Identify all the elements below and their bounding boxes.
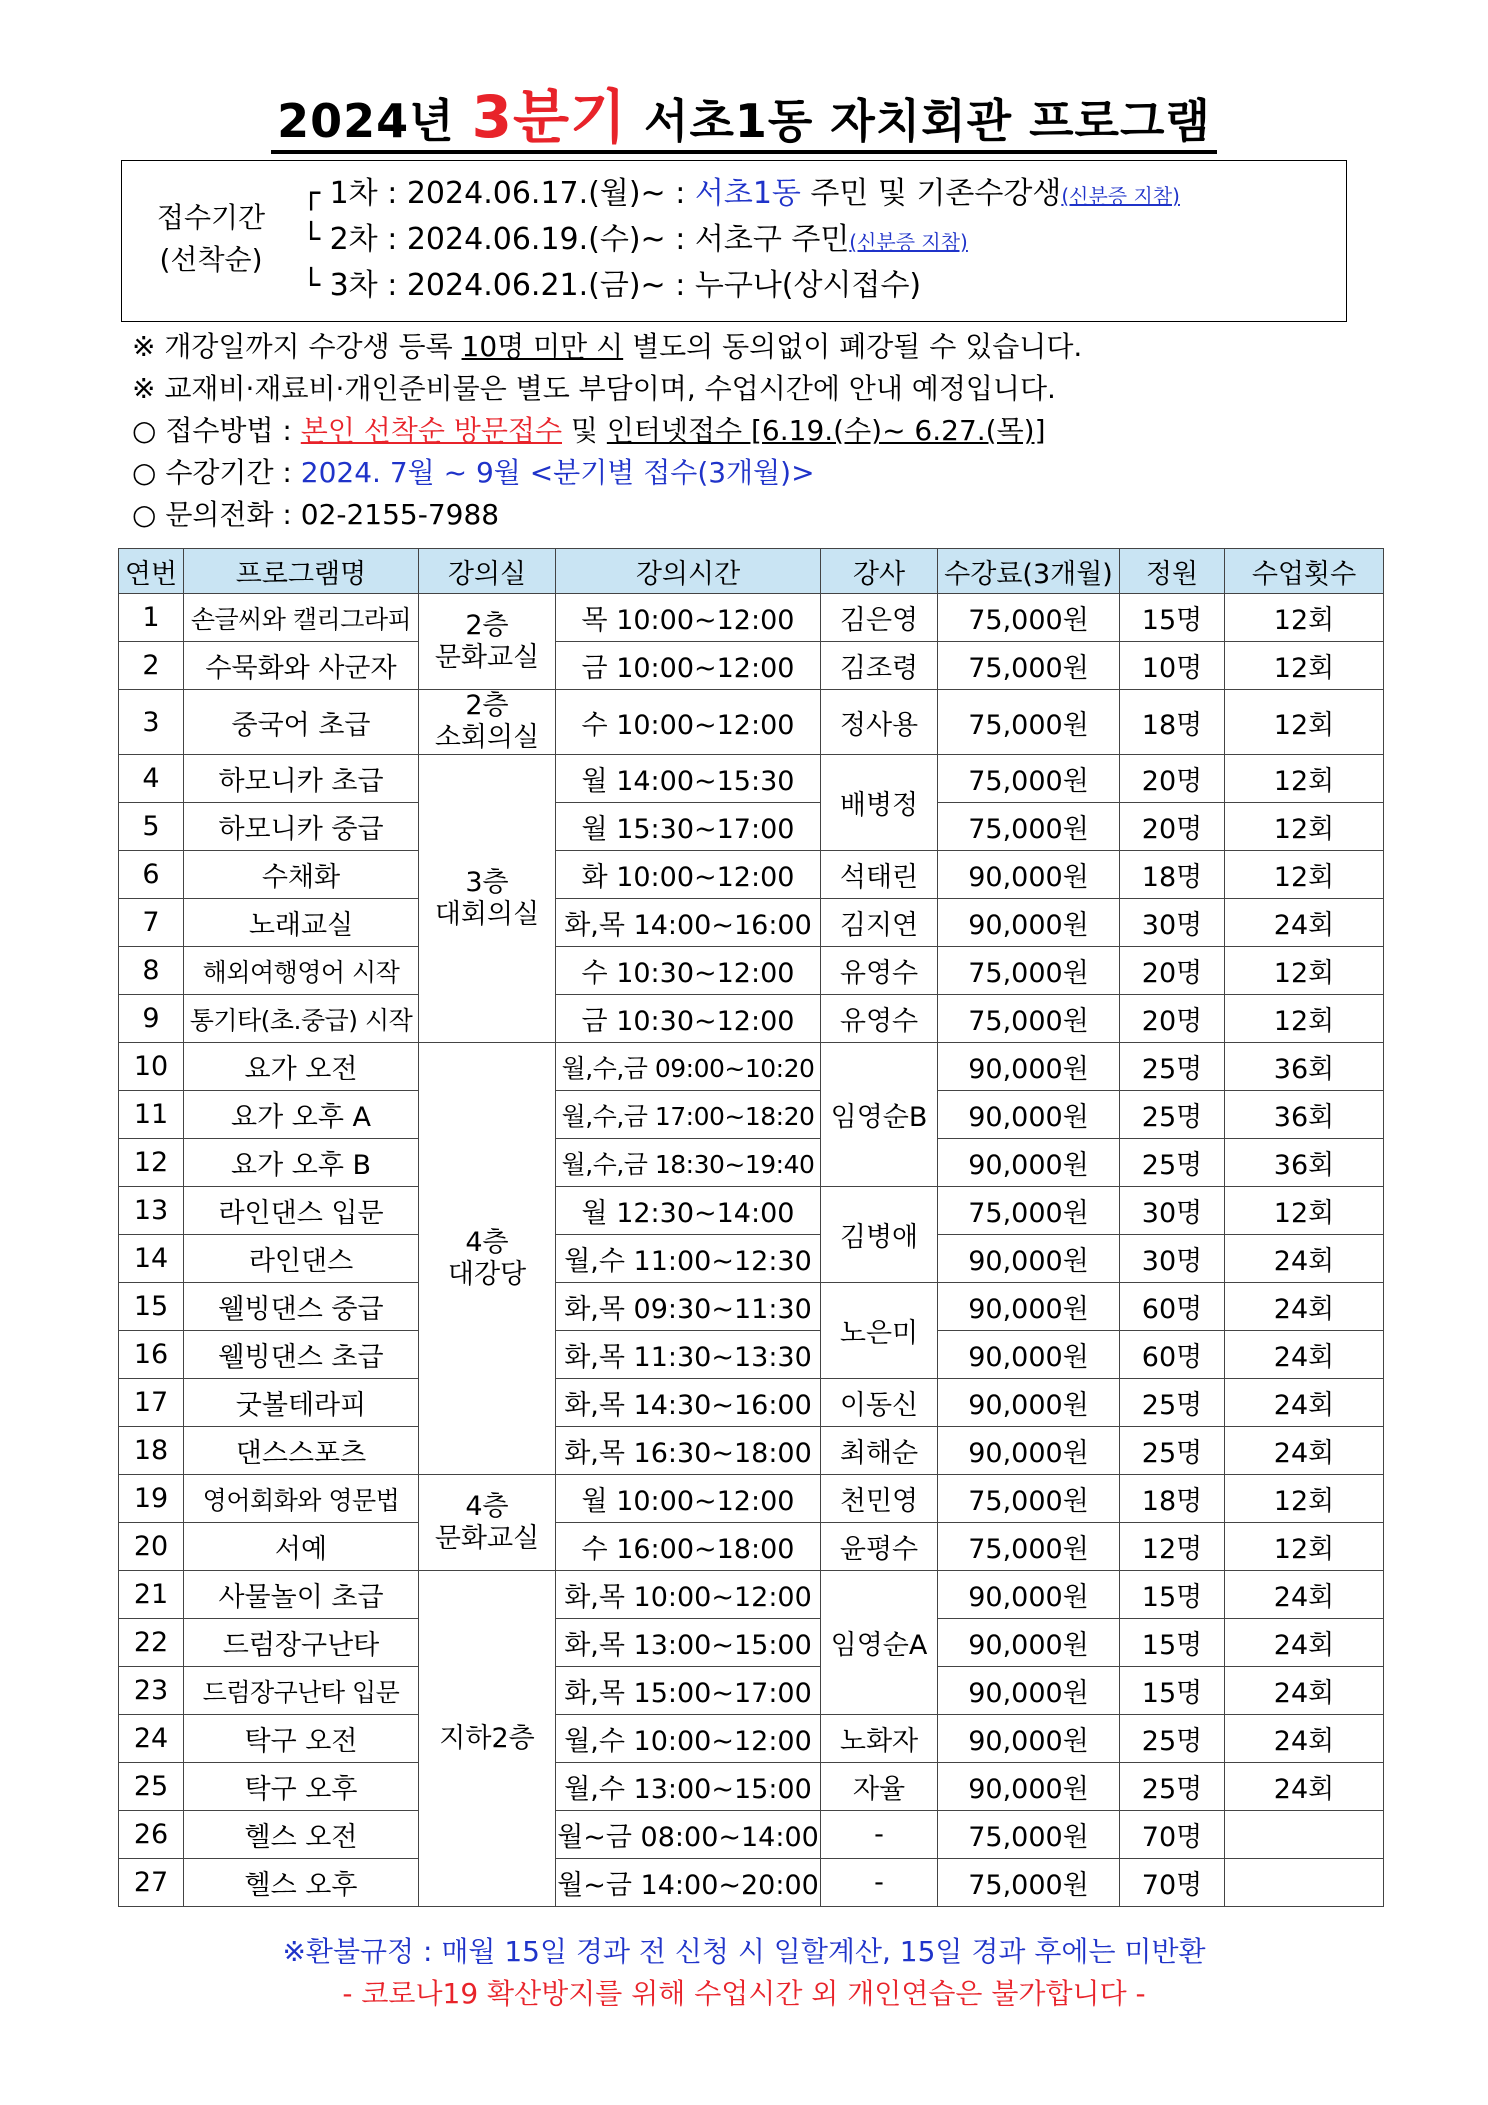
program-name: 통기타(초.중급) 시작 <box>184 995 419 1043</box>
session-count: 36회 <box>1225 1043 1384 1091</box>
class-time: 금 10:00~12:00 <box>556 642 821 690</box>
tuition-fee: 75,000원 <box>938 1859 1120 1907</box>
capacity: 70명 <box>1120 1811 1225 1859</box>
classroom <box>419 690 556 755</box>
capacity: 25명 <box>1120 1379 1225 1427</box>
instructor: 노은미 <box>821 1283 938 1379</box>
table-row <box>119 1619 1384 1667</box>
row-number: 12 <box>119 1139 184 1187</box>
title-rest: 서초1동 자치회관 프로그램 <box>644 94 1211 148</box>
classroom <box>419 1043 556 1475</box>
row-number: 5 <box>119 803 184 851</box>
class-time: 월,수,금 09:00~10:20 <box>556 1043 821 1091</box>
classroom-name: 대강당 <box>447 1258 527 1290</box>
classroom <box>419 1571 556 1907</box>
instructor: 임영순B <box>821 1043 938 1187</box>
notice-list <box>132 326 1082 536</box>
column-header-8: 수업횟수 <box>1225 549 1384 594</box>
capacity: 18명 <box>1120 690 1225 755</box>
registration-round-2 <box>302 217 1180 263</box>
capacity: 30명 <box>1120 1187 1225 1235</box>
class-time: 화 10:00~12:00 <box>556 851 821 899</box>
capacity: 25명 <box>1120 1043 1225 1091</box>
table-row <box>119 1715 1384 1763</box>
notice-period: ○ 수강기간 : 2024. 7월 ~ 9월 <분기별 접수(3개월)> <box>132 456 815 489</box>
class-time: 화,목 13:00~15:00 <box>556 1619 821 1667</box>
session-count: 12회 <box>1225 1523 1384 1571</box>
instructor: - <box>821 1811 938 1859</box>
program-name: 댄스스포츠 <box>184 1427 419 1475</box>
column-header-2: 프로그램명 <box>184 549 419 594</box>
round-date: └ 2차 : 2024.06.19.(수)~ : <box>302 222 695 257</box>
round-text: 서초구 주민 <box>694 222 850 257</box>
classroom-name: 대회의실 <box>434 898 540 930</box>
capacity: 70명 <box>1120 1859 1225 1907</box>
class-time: 월~금 08:00~14:00 <box>556 1811 821 1859</box>
tuition-fee: 75,000원 <box>938 1523 1120 1571</box>
page-title <box>0 70 1488 154</box>
class-time: 수 16:00~18:00 <box>556 1523 821 1571</box>
tuition-fee: 90,000원 <box>938 1379 1120 1427</box>
registration-label <box>136 197 286 281</box>
table-body <box>119 594 1384 1907</box>
class-time: 화,목 16:30~18:00 <box>556 1427 821 1475</box>
round-note: (신분증 지참) <box>1061 184 1180 208</box>
table-row <box>119 1667 1384 1715</box>
classroom-floor: 지하2층 <box>439 1722 535 1754</box>
tuition-fee: 90,000원 <box>938 1043 1120 1091</box>
session-count: 24회 <box>1225 1283 1384 1331</box>
capacity: 25명 <box>1120 1763 1225 1811</box>
tuition-fee: 75,000원 <box>938 690 1120 755</box>
table-row <box>119 995 1384 1043</box>
round-target: 서초1동 <box>694 176 801 211</box>
tuition-fee: 75,000원 <box>938 803 1120 851</box>
session-count: 24회 <box>1225 1619 1384 1667</box>
classroom-floor: 4층 <box>465 1490 509 1522</box>
table-row <box>119 1523 1384 1571</box>
table-row <box>119 1811 1384 1859</box>
classroom-floor: 4층 <box>465 1226 509 1258</box>
row-number: 1 <box>119 594 184 642</box>
program-table <box>118 548 1384 1907</box>
class-time: 수 10:00~12:00 <box>556 690 821 755</box>
program-name: 손글씨와 캘리그라피 <box>184 594 419 642</box>
classroom <box>419 594 556 690</box>
class-time: 화,목 15:00~17:00 <box>556 1667 821 1715</box>
row-number: 7 <box>119 899 184 947</box>
session-count: 12회 <box>1225 947 1384 995</box>
class-time: 월 10:00~12:00 <box>556 1475 821 1523</box>
tuition-fee: 90,000원 <box>938 851 1120 899</box>
instructor: 김조령 <box>821 642 938 690</box>
program-name: 수채화 <box>184 851 419 899</box>
tuition-fee: 90,000원 <box>938 1331 1120 1379</box>
table-row <box>119 594 1384 642</box>
instructor: 윤평수 <box>821 1523 938 1571</box>
row-number: 14 <box>119 1235 184 1283</box>
capacity: 10명 <box>1120 642 1225 690</box>
table-row <box>119 1139 1384 1187</box>
row-number: 9 <box>119 995 184 1043</box>
class-time: 금 10:30~12:00 <box>556 995 821 1043</box>
session-count: 24회 <box>1225 1379 1384 1427</box>
session-count: 12회 <box>1225 851 1384 899</box>
row-number: 19 <box>119 1475 184 1523</box>
registration-rounds <box>302 171 1180 309</box>
program-name: 드럼장구난타 <box>184 1619 419 1667</box>
title-quarter: 3분기 <box>471 83 628 151</box>
classroom-floor: 2층 <box>465 609 509 641</box>
session-count <box>1225 1811 1384 1859</box>
capacity: 18명 <box>1120 851 1225 899</box>
class-time: 월,수 11:00~12:30 <box>556 1235 821 1283</box>
row-number: 10 <box>119 1043 184 1091</box>
title-year: 2024년 <box>277 94 455 148</box>
class-time: 월,수,금 17:00~18:20 <box>556 1091 821 1139</box>
classroom <box>419 1475 556 1571</box>
classroom <box>419 755 556 1043</box>
round-text: 누구나(상시접수) <box>694 268 922 303</box>
session-count: 12회 <box>1225 995 1384 1043</box>
class-time: 월 14:00~15:30 <box>556 755 821 803</box>
program-name: 해외여행영어 시작 <box>184 947 419 995</box>
tuition-fee: 90,000원 <box>938 1091 1120 1139</box>
program-name: 하모니카 초급 <box>184 755 419 803</box>
instructor: 자율 <box>821 1763 938 1811</box>
instructor: 배병정 <box>821 755 938 851</box>
session-count: 36회 <box>1225 1091 1384 1139</box>
capacity: 30명 <box>1120 1235 1225 1283</box>
class-time: 화,목 14:00~16:00 <box>556 899 821 947</box>
class-time: 월,수 13:00~15:00 <box>556 1763 821 1811</box>
refund-policy: ※환불규정 : 매월 15일 경과 전 신청 시 일할계산, 15일 경과 후에는 미반환 <box>282 1935 1206 1968</box>
program-name: 헬스 오후 <box>184 1859 419 1907</box>
column-header-4: 강의시간 <box>556 549 821 594</box>
instructor: - <box>821 1859 938 1907</box>
table-row <box>119 755 1384 803</box>
program-name: 사물놀이 초급 <box>184 1571 419 1619</box>
table-row <box>119 803 1384 851</box>
row-number: 21 <box>119 1571 184 1619</box>
capacity: 20명 <box>1120 995 1225 1043</box>
column-header-3: 강의실 <box>419 549 556 594</box>
program-name: 웰빙댄스 중급 <box>184 1283 419 1331</box>
tuition-fee: 90,000원 <box>938 899 1120 947</box>
class-time: 월,수,금 18:30~19:40 <box>556 1139 821 1187</box>
class-time: 수 10:30~12:00 <box>556 947 821 995</box>
capacity: 25명 <box>1120 1715 1225 1763</box>
column-header-1: 연번 <box>119 549 184 594</box>
instructor: 노화자 <box>821 1715 938 1763</box>
table-row <box>119 1331 1384 1379</box>
instructor: 유영수 <box>821 995 938 1043</box>
program-name: 요가 오후 A <box>184 1091 419 1139</box>
row-number: 6 <box>119 851 184 899</box>
column-header-5: 강사 <box>821 549 938 594</box>
table-row <box>119 642 1384 690</box>
session-count <box>1225 1859 1384 1907</box>
table-row <box>119 1763 1384 1811</box>
capacity: 30명 <box>1120 899 1225 947</box>
program-name: 탁구 오후 <box>184 1763 419 1811</box>
program-name: 서예 <box>184 1523 419 1571</box>
instructor: 김은영 <box>821 594 938 642</box>
instructor: 임영순A <box>821 1571 938 1715</box>
round-date: ┌ 1차 : 2024.06.17.(월)~ : <box>302 176 695 211</box>
tuition-fee: 75,000원 <box>938 594 1120 642</box>
session-count: 12회 <box>1225 594 1384 642</box>
program-name: 하모니카 중급 <box>184 803 419 851</box>
instructor: 김지연 <box>821 899 938 947</box>
tuition-fee: 75,000원 <box>938 1811 1120 1859</box>
registration-label-line1: 접수기간 <box>156 201 266 234</box>
session-count: 24회 <box>1225 1235 1384 1283</box>
session-count: 24회 <box>1225 1667 1384 1715</box>
program-name: 굿볼테라피 <box>184 1379 419 1427</box>
program-name: 드럼장구난타 입문 <box>184 1667 419 1715</box>
row-number: 18 <box>119 1427 184 1475</box>
row-number: 2 <box>119 642 184 690</box>
table-row <box>119 899 1384 947</box>
program-name: 수묵화와 사군자 <box>184 642 419 690</box>
row-number: 26 <box>119 1811 184 1859</box>
tuition-fee: 75,000원 <box>938 1187 1120 1235</box>
session-count: 12회 <box>1225 1475 1384 1523</box>
session-count: 24회 <box>1225 1763 1384 1811</box>
tuition-fee: 90,000원 <box>938 1667 1120 1715</box>
row-number: 4 <box>119 755 184 803</box>
tuition-fee: 90,000원 <box>938 1235 1120 1283</box>
table-row <box>119 947 1384 995</box>
tuition-fee: 90,000원 <box>938 1427 1120 1475</box>
row-number: 22 <box>119 1619 184 1667</box>
column-header-6: 수강료(3개월) <box>938 549 1120 594</box>
table-row <box>119 1283 1384 1331</box>
class-time: 월~금 14:00~20:00 <box>556 1859 821 1907</box>
class-time: 화,목 14:30~16:00 <box>556 1379 821 1427</box>
tuition-fee: 90,000원 <box>938 1283 1120 1331</box>
capacity: 15명 <box>1120 1619 1225 1667</box>
tuition-fee: 75,000원 <box>938 642 1120 690</box>
instructor: 최해순 <box>821 1427 938 1475</box>
row-number: 24 <box>119 1715 184 1763</box>
class-time: 화,목 10:00~12:00 <box>556 1571 821 1619</box>
table-row <box>119 1187 1384 1235</box>
capacity: 25명 <box>1120 1091 1225 1139</box>
table-row <box>119 1859 1384 1907</box>
capacity: 15명 <box>1120 1667 1225 1715</box>
table-row <box>119 851 1384 899</box>
table-row <box>119 1091 1384 1139</box>
tuition-fee: 75,000원 <box>938 755 1120 803</box>
notice-cancel: ※ 개강일까지 수강생 등록 10명 미만 시 별도의 동의없이 폐강될 수 있습니다. <box>132 330 1083 363</box>
session-count: 24회 <box>1225 1427 1384 1475</box>
table-row <box>119 1043 1384 1091</box>
tuition-fee: 90,000원 <box>938 1139 1120 1187</box>
capacity: 12명 <box>1120 1523 1225 1571</box>
class-time: 목 10:00~12:00 <box>556 594 821 642</box>
notice-method: ○ 접수방법 : 본인 선착순 방문접수 및 인터넷접수 [6.19.(수)~ 6.27.(목)] <box>132 414 1046 447</box>
table-row <box>119 1427 1384 1475</box>
round-text: 주민 및 기존수강생 <box>800 176 1062 211</box>
tuition-fee: 90,000원 <box>938 1619 1120 1667</box>
instructor: 정사용 <box>821 690 938 755</box>
tuition-fee: 75,000원 <box>938 995 1120 1043</box>
capacity: 25명 <box>1120 1139 1225 1187</box>
table-row <box>119 690 1384 755</box>
capacity: 15명 <box>1120 594 1225 642</box>
capacity: 15명 <box>1120 1571 1225 1619</box>
program-name: 중국어 초급 <box>184 690 419 755</box>
table-row <box>119 1475 1384 1523</box>
capacity: 20명 <box>1120 947 1225 995</box>
registration-round-1 <box>302 171 1180 217</box>
capacity: 20명 <box>1120 803 1225 851</box>
row-number: 16 <box>119 1331 184 1379</box>
tuition-fee: 90,000원 <box>938 1715 1120 1763</box>
tuition-fee: 90,000원 <box>938 1571 1120 1619</box>
program-name: 영어회화와 영문법 <box>184 1475 419 1523</box>
row-number: 3 <box>119 690 184 755</box>
row-number: 17 <box>119 1379 184 1427</box>
tuition-fee: 90,000원 <box>938 1763 1120 1811</box>
session-count: 12회 <box>1225 1187 1384 1235</box>
session-count: 24회 <box>1225 1571 1384 1619</box>
round-note: (신분증 지참) <box>849 230 968 254</box>
tuition-fee: 75,000원 <box>938 947 1120 995</box>
program-name: 웰빙댄스 초급 <box>184 1331 419 1379</box>
table-row <box>119 1571 1384 1619</box>
row-number: 15 <box>119 1283 184 1331</box>
program-name: 탁구 오전 <box>184 1715 419 1763</box>
session-count: 12회 <box>1225 755 1384 803</box>
instructor: 김병애 <box>821 1187 938 1283</box>
table-row <box>119 1379 1384 1427</box>
capacity: 18명 <box>1120 1475 1225 1523</box>
session-count: 12회 <box>1225 803 1384 851</box>
row-number: 20 <box>119 1523 184 1571</box>
class-time: 화,목 09:30~11:30 <box>556 1283 821 1331</box>
classroom-floor: 2층 <box>465 690 509 721</box>
row-number: 25 <box>119 1763 184 1811</box>
instructor: 천민영 <box>821 1475 938 1523</box>
program-name: 라인댄스 입문 <box>184 1187 419 1235</box>
table-header-row <box>119 549 1384 594</box>
session-count: 12회 <box>1225 642 1384 690</box>
instructor: 이동신 <box>821 1379 938 1427</box>
session-count: 36회 <box>1225 1139 1384 1187</box>
session-count: 24회 <box>1225 1715 1384 1763</box>
program-name: 요가 오전 <box>184 1043 419 1091</box>
capacity: 20명 <box>1120 755 1225 803</box>
class-time: 월,수 10:00~12:00 <box>556 1715 821 1763</box>
program-name: 라인댄스 <box>184 1235 419 1283</box>
class-time: 화,목 11:30~13:30 <box>556 1331 821 1379</box>
class-time: 월 15:30~17:00 <box>556 803 821 851</box>
capacity: 60명 <box>1120 1283 1225 1331</box>
table-row <box>119 1235 1384 1283</box>
notice-phone: ○ 문의전화 : 02-2155-7988 <box>132 498 500 531</box>
session-count: 24회 <box>1225 899 1384 947</box>
capacity: 25명 <box>1120 1427 1225 1475</box>
program-name: 요가 오후 B <box>184 1139 419 1187</box>
instructor: 유영수 <box>821 947 938 995</box>
program-name: 노래교실 <box>184 899 419 947</box>
class-time: 월 12:30~14:00 <box>556 1187 821 1235</box>
registration-box <box>121 160 1347 322</box>
registration-label-line2: (선착순) <box>159 243 263 276</box>
program-name: 헬스 오전 <box>184 1811 419 1859</box>
classroom-name: 소회의실 <box>434 722 540 753</box>
covid-notice: - 코로나19 확산방지를 위해 수업시간 외 개인연습은 불가합니다 - <box>342 1977 1146 2010</box>
column-header-7: 정원 <box>1120 549 1225 594</box>
instructor: 석태린 <box>821 851 938 899</box>
registration-round-3 <box>302 263 1180 309</box>
capacity: 60명 <box>1120 1331 1225 1379</box>
classroom-name: 문화교실 <box>434 641 540 673</box>
session-count: 24회 <box>1225 1331 1384 1379</box>
row-number: 23 <box>119 1667 184 1715</box>
row-number: 11 <box>119 1091 184 1139</box>
classroom-name: 문화교실 <box>434 1522 540 1554</box>
classroom-floor: 3층 <box>465 866 509 898</box>
notice-materials: ※ 교재비·재료비·개인준비물은 별도 부담이며, 수업시간에 안내 예정입니다. <box>132 372 1056 405</box>
row-number: 8 <box>119 947 184 995</box>
tuition-fee: 75,000원 <box>938 1475 1120 1523</box>
row-number: 27 <box>119 1859 184 1907</box>
round-date: └ 3차 : 2024.06.21.(금)~ : <box>302 268 695 303</box>
row-number: 13 <box>119 1187 184 1235</box>
session-count: 12회 <box>1225 690 1384 755</box>
